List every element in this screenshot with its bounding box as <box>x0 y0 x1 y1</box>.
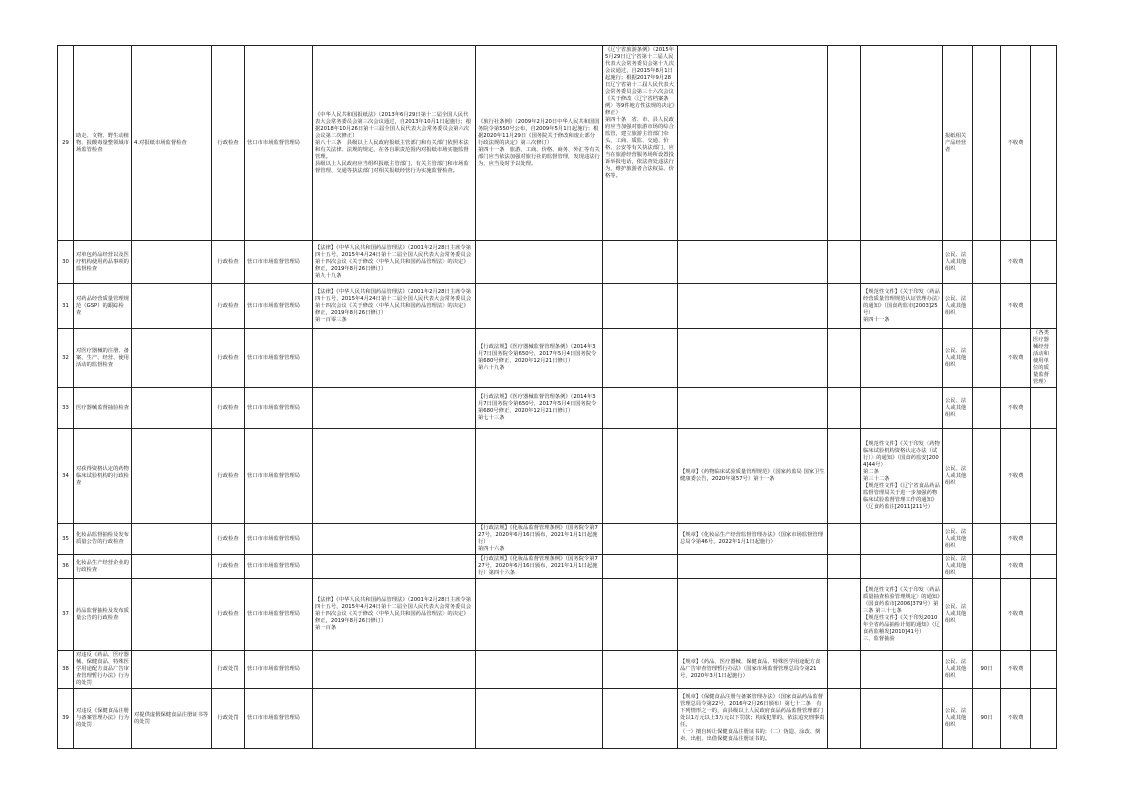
table-row <box>58 329 1057 388</box>
sub-item-cell <box>132 579 212 651</box>
law-basis-cell <box>313 388 476 429</box>
local-regulation-basis-cell <box>603 524 678 555</box>
fee-cell: 不收费 <box>1001 524 1031 555</box>
other-basis-cell <box>828 524 861 555</box>
time-limit-cell: 90日 <box>973 689 1001 749</box>
table-row <box>58 555 1057 579</box>
other-basis-cell <box>828 579 861 651</box>
item-name-cell: 对违反《药品、医疗器械、保健食品、特殊医学用途配方食品广告审查管理暂行办法》行为的处罚 <box>74 651 132 689</box>
table-row <box>58 689 1057 749</box>
sub-item-cell <box>132 388 212 429</box>
item-name-cell: 药品监督抽检及发布质量公告的行政检查 <box>74 579 132 651</box>
document-page <box>57 45 1050 749</box>
regulation-basis-cell <box>476 429 603 524</box>
regulation-basis-cell: 【行政法规】《化妆品监督管理条例》（国务院令第727号，2020年6月16日颁布，2021年1月1日起施行）第四十六条 <box>476 555 603 579</box>
item-name-cell: 对违反《保健食品注册与备案管理办法》行为的处罚 <box>74 689 132 749</box>
regulation-basis-cell: 【行政法规】《化妆品监督管理条例》（国务院令第727号，2020年6月16日颁布，2021年1月1日起施行） 第四十六条 <box>476 524 603 555</box>
regulation-basis-cell: 《旅行社条例》（2009年2月20日中华人民共和国国务院令第550号公布，自2009年5月1日起施行；根据2020年11月29日《国务院关于修改和废止部分行政法规的决定》第三次修订） 第四十一条 旅游、工商、价格、商务、外汇等有关部门应当依法加强对旅行社的监督管理，发现违法行为，应当及时予以处理。 <box>476 46 603 241</box>
regulation-basis-cell <box>476 284 603 329</box>
rule-basis-cell <box>678 388 828 429</box>
law-basis-cell: 《中华人民共和国报纸法》（2013年6月29日第十二届全国人民代表大会常务委员会第三次会议通过，自2013年10月1日起施行；根据2018年10月26日第十三届全国人民代表大会常务委员会第六次会议第二次修正） 第八十三条 县级以上人民政府报纸主管部门和有关部门依照本法和有关法律、法规的规定，在各自职责范围内对报纸市场实施监督管理。 县级以上人民政府应当组织报纸主管部门、有关主管部门和市场监督管理、交通等执法部门对相关报纸经营行为实施监督检查。 <box>313 46 476 241</box>
other-basis-cell <box>828 46 861 241</box>
remark-cell <box>1031 388 1057 429</box>
regulation-basis-cell <box>476 579 603 651</box>
local-regulation-basis-cell <box>603 388 678 429</box>
target-subject-cell: 公民、法人或其他组织 <box>943 329 973 388</box>
sub-item-cell <box>132 524 212 555</box>
fee-cell: 不收费 <box>1001 429 1031 524</box>
fee-cell: 不收费 <box>1001 46 1031 241</box>
fee-cell: 不收费 <box>1001 555 1031 579</box>
implementing-agency-cell: 营口市市场监督管理局 <box>245 689 313 749</box>
target-subject-cell: 公民、法人或其他组织 <box>943 651 973 689</box>
row-number-cell: 31 <box>58 284 74 329</box>
local-regulation-basis-cell <box>603 429 678 524</box>
rule-basis-cell <box>678 555 828 579</box>
implementing-agency-cell: 营口市市场监督管理局 <box>245 579 313 651</box>
fee-cell: 不收费 <box>1001 689 1031 749</box>
remark-cell <box>1031 46 1057 241</box>
law-basis-cell <box>313 689 476 749</box>
time-limit-cell <box>973 524 1001 555</box>
law-basis-cell: 【法律】《中华人民共和国药品管理法》（2001年2月28日主席令第四十五号，2015年4月24日第十二届全国人民代表大会常务委员会第十四次会议《关于修改〈中华人民共和国药品管理法〉的决定》修正，2019年8月26日修订） 第一百条 <box>313 579 476 651</box>
implementing-agency-cell: 营口市市场监督管理局 <box>245 524 313 555</box>
time-limit-cell <box>973 429 1001 524</box>
implementing-agency-cell: 营口市市场监督管理局 <box>245 388 313 429</box>
normative-document-basis-cell <box>861 524 943 555</box>
law-basis-cell <box>313 524 476 555</box>
time-limit-cell <box>973 579 1001 651</box>
implementing-agency-cell: 营口市市场监督管理局 <box>245 555 313 579</box>
law-basis-cell: 【法律】《中华人民共和国药品管理法》（2001年2月28日主席令第四十五号，2015年4月24日第十二届全国人民代表大会常务委员会第十四次会议《关于修改〈中华人民共和国药品管理法〉的决定》修正，2019年8月26日修订） 第九十九条 <box>313 241 476 284</box>
implementing-agency-cell: 营口市市场监督管理局 <box>245 46 313 241</box>
row-number-cell: 29 <box>58 46 74 241</box>
implementing-agency-cell: 营口市市场监督管理局 <box>245 429 313 524</box>
table-row <box>58 651 1057 689</box>
row-number-cell: 39 <box>58 689 74 749</box>
power-type-cell: 行政处罚 <box>212 689 245 749</box>
normative-document-basis-cell <box>861 46 943 241</box>
normative-document-basis-cell <box>861 689 943 749</box>
local-regulation-basis-cell <box>603 555 678 579</box>
item-name-cell: 助走、文物、野生动植物、报酸毒量整领域市场监管检查 <box>74 46 132 241</box>
normative-document-basis-cell: 【规范性文件】《关于印发〈药物临床试验机构资格认定办法（试行）〉的通知》（国食药监安[2004]44号） 第二条 第三十二条 【规范性文件】《辽宁省食品药品监督管理局关于进一步加强药物临床试验监督管理工作的通知》（辽食药监注[2011]211号） <box>861 429 943 524</box>
table-row <box>58 388 1057 429</box>
fee-cell: 不收费 <box>1001 388 1031 429</box>
table-row <box>58 46 1057 241</box>
normative-document-basis-cell <box>861 329 943 388</box>
item-name-cell: 对医疗器械的注册、备案、生产、经营、使用活动的监督检查 <box>74 329 132 388</box>
law-basis-cell: 【法律】《中华人民共和国药品管理法》（2001年2月28日主席令第四十五号，2015年4月24日第十二届全国人民代表大会常务委员会第十四次会议《关于修改〈中华人民共和国药品管理法〉的决定》修正，2019年8月26日修订） 第一百零三条 <box>313 284 476 329</box>
regulation-basis-cell <box>476 651 603 689</box>
row-number-cell: 36 <box>58 555 74 579</box>
power-type-cell: 行政检查 <box>212 241 245 284</box>
sub-item-cell: 对提供虚假保健食品注册证书等的处罚 <box>132 689 212 749</box>
time-limit-cell <box>973 329 1001 388</box>
rule-basis-cell: 【规章】《药品、医疗器械、保健食品、特殊医学用途配方食品广告审查管理暂行办法》（国家市场监督管理总局令第21号，2020年3月1日起施行） <box>678 651 828 689</box>
power-type-cell: 行政检查 <box>212 429 245 524</box>
other-basis-cell <box>828 241 861 284</box>
remark-cell <box>1031 429 1057 524</box>
time-limit-cell <box>973 555 1001 579</box>
target-subject-cell: 公民、法人或其他组织 <box>943 689 973 749</box>
fee-cell: 不收费 <box>1001 284 1031 329</box>
rule-basis-cell <box>678 46 828 241</box>
rule-basis-cell <box>678 329 828 388</box>
time-limit-cell: 90日 <box>973 651 1001 689</box>
local-regulation-basis-cell <box>603 329 678 388</box>
row-number-cell: 37 <box>58 579 74 651</box>
sub-item-cell <box>132 651 212 689</box>
local-regulation-basis-cell <box>603 689 678 749</box>
fee-cell: 不收费 <box>1001 329 1031 388</box>
target-subject-cell: 报纸相关产品经营者 <box>943 46 973 241</box>
normative-document-basis-cell <box>861 241 943 284</box>
normative-document-basis-cell: 【规范性文件】《关于印发〈药品经营质量管理规范认证管理办法〉的通知》（国食药监市[2003]25号） 第四十一条 <box>861 284 943 329</box>
law-basis-cell <box>313 329 476 388</box>
target-subject-cell: 公民、法人或其他组织 <box>943 429 973 524</box>
other-basis-cell <box>828 429 861 524</box>
local-regulation-basis-cell <box>603 651 678 689</box>
remark-cell <box>1031 555 1057 579</box>
target-subject-cell: 公民、法人或其他组织 <box>943 241 973 284</box>
row-number-cell: 30 <box>58 241 74 284</box>
sub-item-cell <box>132 329 212 388</box>
power-type-cell: 行政检查 <box>212 329 245 388</box>
rule-basis-cell: 【规章】《化妆品生产经营监督管理办法》（国家市场监督管理总局令第46号，2022年1月1日起施行） <box>678 524 828 555</box>
power-type-cell: 行政检查 <box>212 388 245 429</box>
power-type-cell: 行政检查 <box>212 284 245 329</box>
other-basis-cell <box>828 388 861 429</box>
item-name-cell: 对药品经营质量管理规范（GSP）的跟踪检查 <box>74 284 132 329</box>
sub-item-cell <box>132 241 212 284</box>
table-row <box>58 429 1057 524</box>
implementing-agency-cell: 营口市市场监督管理局 <box>245 651 313 689</box>
fee-cell: 不收费 <box>1001 651 1031 689</box>
powers-table <box>57 45 1057 749</box>
time-limit-cell <box>973 46 1001 241</box>
implementing-agency-cell: 营口市市场监督管理局 <box>245 241 313 284</box>
regulation-basis-cell <box>476 689 603 749</box>
local-regulation-basis-cell <box>603 284 678 329</box>
rule-basis-cell: 【规章】《保健食品注册与备案管理办法》（国家食品药品监督管理总局令第22号，2016年2月26日颁布）第七十二条 有下列情形之一的，由县级以上人民政府食品药品监督管理部门处以1万元以上3万元以下罚款；构成犯罪的，依法追究刑事责任。 （一）擅自转让保健食品注册证书的；（二）伪造、涂改、倒卖、出租、出借保健食品注册证书的。 <box>678 689 828 749</box>
other-basis-cell <box>828 555 861 579</box>
sub-item-cell <box>132 555 212 579</box>
item-name-cell: 医疗器械监督抽验检查 <box>74 388 132 429</box>
item-name-cell: 对单包药品经营以及医疗机构使用药品事项的监督检查 <box>74 241 132 284</box>
power-type-cell: 行政检查 <box>212 46 245 241</box>
law-basis-cell <box>313 555 476 579</box>
target-subject-cell: 公民、法人或其他组织 <box>943 555 973 579</box>
row-number-cell: 35 <box>58 524 74 555</box>
other-basis-cell <box>828 689 861 749</box>
remark-cell <box>1031 689 1057 749</box>
time-limit-cell <box>973 284 1001 329</box>
item-name-cell: 化妆品生产经营企业的行政检查 <box>74 555 132 579</box>
time-limit-cell <box>973 388 1001 429</box>
law-basis-cell <box>313 429 476 524</box>
local-regulation-basis-cell <box>603 241 678 284</box>
rule-basis-cell: 【规章】《药物临床试验质量管理规范》（国家药监局 国家卫生健康委公告，2020年第57号）第十一条 <box>678 429 828 524</box>
power-type-cell: 行政检查 <box>212 555 245 579</box>
normative-document-basis-cell: 【规范性文件】《关于印发〈药品质量抽查检验管理规定〉的通知》（国食药监市[2006]379号）第三条 第三十七条 【规范性文件】《关于印发2010年全省药品抽检计划的通知》（辽食药监稽发[2010]41号） 三、监督抽验 <box>861 579 943 651</box>
rule-basis-cell <box>678 284 828 329</box>
target-subject-cell: 公民、法人或其他组织 <box>943 284 973 329</box>
rule-basis-cell <box>678 579 828 651</box>
row-number-cell: 33 <box>58 388 74 429</box>
sub-item-cell <box>132 429 212 524</box>
power-type-cell: 行政处罚 <box>212 651 245 689</box>
normative-document-basis-cell <box>861 555 943 579</box>
target-subject-cell: 公民、法人或其他组织 <box>943 579 973 651</box>
normative-document-basis-cell <box>861 651 943 689</box>
power-type-cell: 行政检查 <box>212 579 245 651</box>
table-row <box>58 524 1057 555</box>
power-type-cell: 行政检查 <box>212 524 245 555</box>
row-number-cell: 32 <box>58 329 74 388</box>
remark-cell <box>1031 579 1057 651</box>
target-subject-cell: 公民、法人或其他组织 <box>943 524 973 555</box>
law-basis-cell <box>313 651 476 689</box>
table-row <box>58 579 1057 651</box>
time-limit-cell <box>973 241 1001 284</box>
remark-cell <box>1031 284 1057 329</box>
other-basis-cell <box>828 329 861 388</box>
local-regulation-basis-cell <box>603 579 678 651</box>
sub-item-cell <box>132 284 212 329</box>
fee-cell: 不收费 <box>1001 241 1031 284</box>
regulation-basis-cell <box>476 241 603 284</box>
table-body <box>58 46 1057 749</box>
target-subject-cell: 公民、法人或其他组织 <box>943 388 973 429</box>
other-basis-cell <box>828 651 861 689</box>
remark-cell <box>1031 241 1057 284</box>
table-row <box>58 241 1057 284</box>
remark-cell <box>1031 524 1057 555</box>
local-regulation-basis-cell: 《辽宁省旅游条例》（2015年5月29日辽宁省第十二届人民代表大会常务委员会第十九次会议通过，自2015年8月1日起施行；根据2017年9月28日辽宁省第十二届人民代表大会常务委员会第三十六次会议《关于修改〈辽宁省档案条例〉等9件地方性法规的决定》修正） 第四十条 省、市、县人民政府应当加强对旅游市场的综合监管，建立旅游主管部门牵头，工商、质监、交通、价格、公安等有关执法部门，应当在旅游经营服务场所设置投诉举报电话，依法查处违法行为，维护旅游者合法权益、价格等。 <box>603 46 678 241</box>
item-name-cell: 对获得资格认定的药物临床试验机构的行政检查 <box>74 429 132 524</box>
normative-document-basis-cell <box>861 388 943 429</box>
row-number-cell: 34 <box>58 429 74 524</box>
implementing-agency-cell: 营口市市场监督管理局 <box>245 284 313 329</box>
fee-cell: 不收费 <box>1001 579 1031 651</box>
remark-cell: （各类医疗器械经营活动和使用单位的质量监督管理） <box>1031 329 1057 388</box>
implementing-agency-cell: 营口市市场监督管理局 <box>245 329 313 388</box>
table-row <box>58 284 1057 329</box>
regulation-basis-cell: 【行政法规】《医疗器械监督管理条例》（2014年3月7日国务院令第650号，2017年5月4日国务院令第680号修正，2020年12月21日修订） 第六十九条 <box>476 329 603 388</box>
rule-basis-cell <box>678 241 828 284</box>
other-basis-cell <box>828 284 861 329</box>
row-number-cell: 38 <box>58 651 74 689</box>
remark-cell <box>1031 651 1057 689</box>
regulation-basis-cell: 【行政法规】《医疗器械监督管理条例》（2014年3月7日国务院令第650号，2017年5月4日国务院令第680号修正，2020年12月21日修订） 第七十三条 <box>476 388 603 429</box>
item-name-cell: 化妆品监督抽检及发布质量公告的行政检查 <box>74 524 132 555</box>
sub-item-cell: 4.对报纸市场监督检查 <box>132 46 212 241</box>
